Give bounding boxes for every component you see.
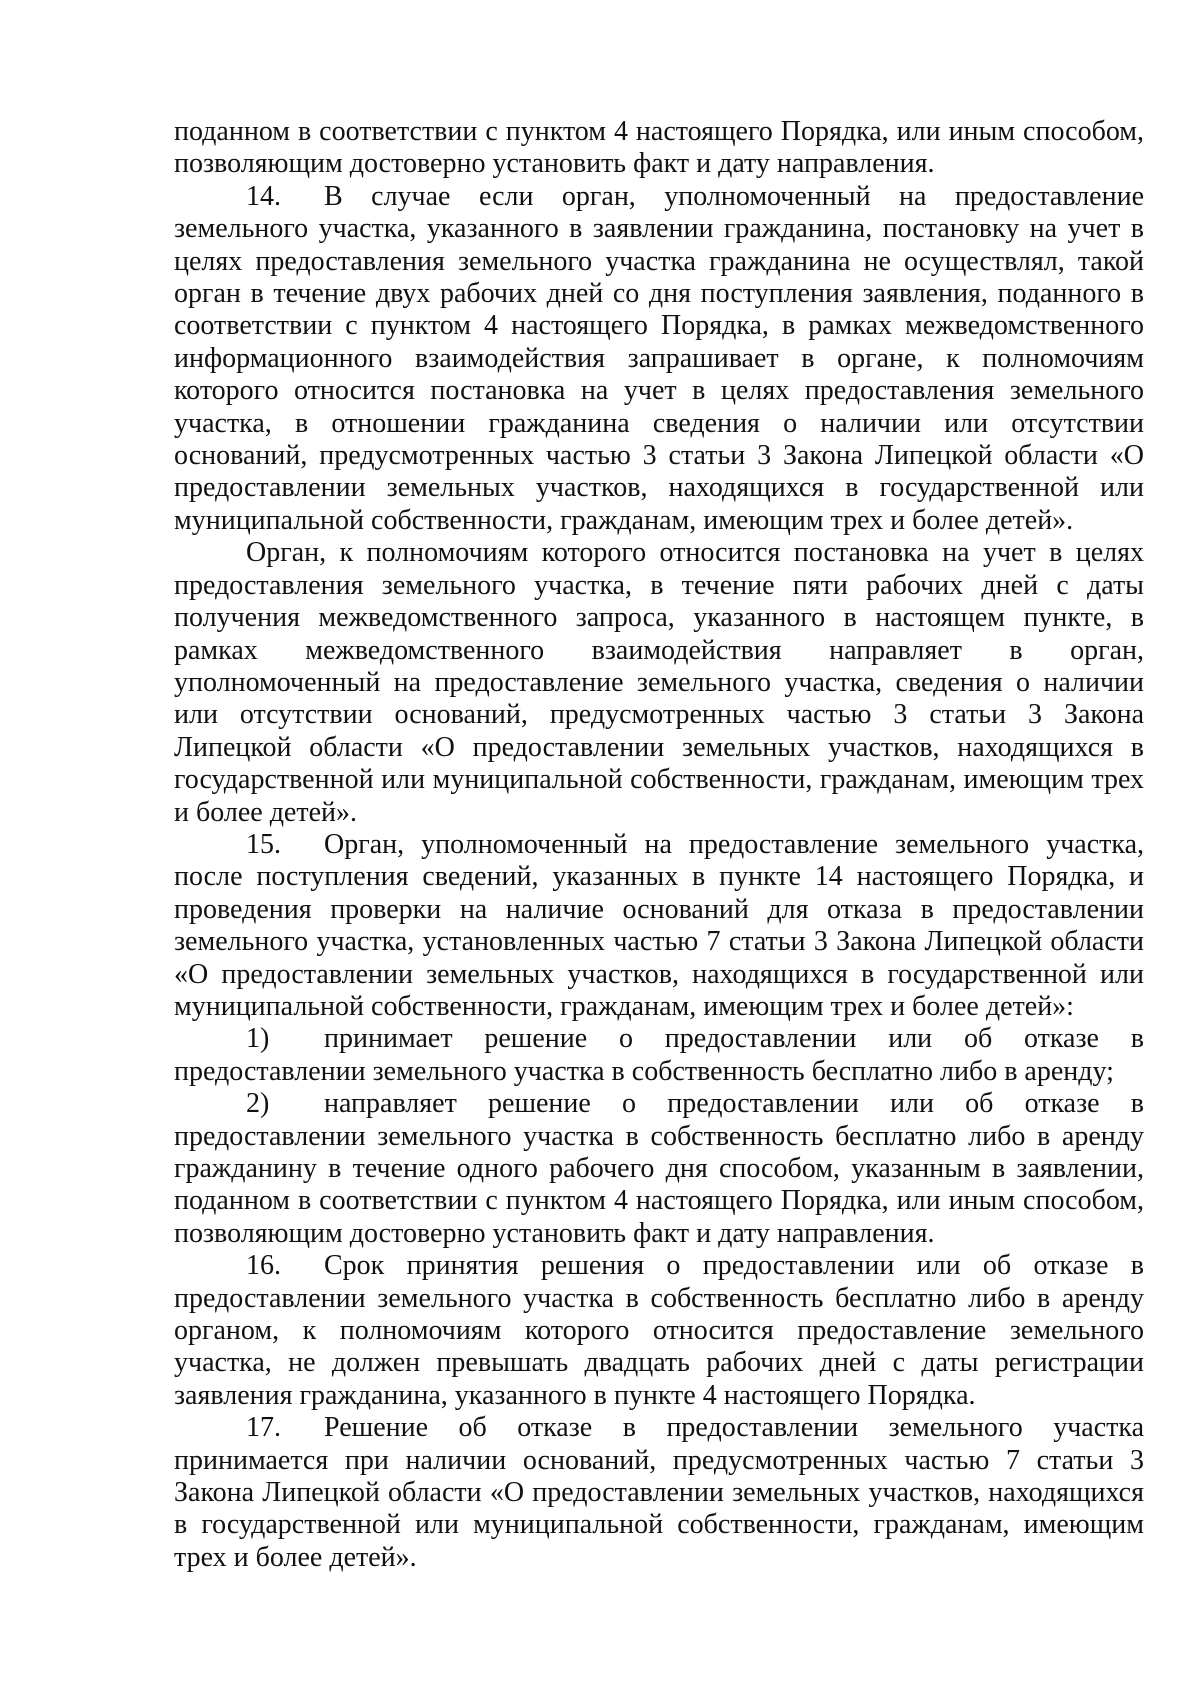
- paragraph-text: принимает решение о предоставлении или об отказе в предоставлении земельного участка в собственность бесплатно либо в аренду;: [174, 1023, 1144, 1087]
- paragraph-number: 1): [246, 1023, 270, 1055]
- paragraph-text: В случае если орган, уполномоченный на предоставление земельного участка, указанного в заявлении гражданина, постановку на учет в целях предоставления земельного участка гражданина не осуществлял, такой орган в течение двух рабочих дней со дня поступления заявления, поданного в соответствии с пунктом 4 настоящего Порядка, в рамках межведомственного информационного взаимодействия запрашивает в органе, к полномочиям которого относится постановка на учет в целях предоставления земельного участка, в отношении гражданина сведения о наличии или отсутствии оснований, предусмотренных частью 3 статьи 3 Закона Липецкой области «О предоставлении земельных участков, находящихся в государственной или муниципальной собственности, гражданам, имеющим трех и более детей».: [174, 180, 1144, 536]
- paragraph-number: 2): [246, 1088, 270, 1120]
- paragraph-number: 16.: [246, 1250, 281, 1282]
- paragraph-text: Орган, уполномоченный на предоставление земельного участка, после поступления сведений, указанных в пункте 14 настоящего Порядка, и проведения проверки на наличие оснований для отказа в предоставлении земельного участка, установленных частью 7 статьи 3 Закона Липецкой области «О предоставлении земельных участков, находящихся в государственной или муниципальной собственности, гражданам, имеющим трех и более детей»:: [174, 828, 1144, 1022]
- paragraph-14: [174, 181, 1144, 537]
- paragraph-15-item-1: [174, 1023, 1144, 1088]
- paragraph-number: 15.: [246, 828, 281, 860]
- paragraph-14-part-2: [174, 537, 1144, 829]
- paragraph-15: [174, 829, 1144, 1023]
- paragraph-number: 17.: [246, 1412, 281, 1444]
- paragraph-17: [174, 1412, 1144, 1574]
- paragraph-text: направляет решение о предоставлении или об отказе в предоставлении земельного участка в собственность бесплатно либо в аренду гражданину в течение одного рабочего дня способом, указанным в заявлении, поданном в соответствии с пунктом 4 настоящего Порядка, или иным способом, позволяющим достоверно установить факт и дату направления.: [174, 1088, 1144, 1249]
- paragraph-16: [174, 1250, 1144, 1412]
- paragraph-text: поданном в соответствии с пунктом 4 настоящего Порядка, или иным способом, позволяющим достоверно установить факт и дату направления.: [174, 116, 1144, 180]
- paragraph-15-item-2: [174, 1088, 1144, 1250]
- paragraph-text: Срок принятия решения о предоставлении или об отказе в предоставлении земельного участка в собственность бесплатно либо в аренду органом, к полномочиям которого относится предоставление земельного участка, не должен превышать двадцать рабочих дней с даты регистрации заявления гражданина, указанного в пункте 4 настоящего Порядка.: [174, 1250, 1144, 1411]
- paragraph-text: Решение об отказе в предоставлении земельного участка принимается при наличии оснований, предусмотренных частью 7 статьи 3 Закона Липецкой области «О предоставлении земельных участков, находящихся в государственной или муниципальной собственности, гражданам, имеющим трех и более детей».: [174, 1412, 1144, 1573]
- paragraph-continuation: [174, 116, 1144, 181]
- paragraph-number: 14.: [246, 180, 281, 212]
- paragraph-text: Орган, к полномочиям которого относится постановка на учет в целях предоставления земельного участка, в течение пяти рабочих дней с даты получения межведомственного запроса, указанного в настоящем пункте, в рамках межведомственного взаимодействия направляет в орган, уполномоченный на предоставление земельного участка, сведения о наличии или отсутствии оснований, предусмотренных частью 3 статьи 3 Закона Липецкой области «О предоставлении земельных участков, находящихся в государственной или муниципальной собственности, гражданам, имеющим трех и более детей».: [174, 537, 1144, 828]
- document-page: [174, 116, 1144, 1574]
